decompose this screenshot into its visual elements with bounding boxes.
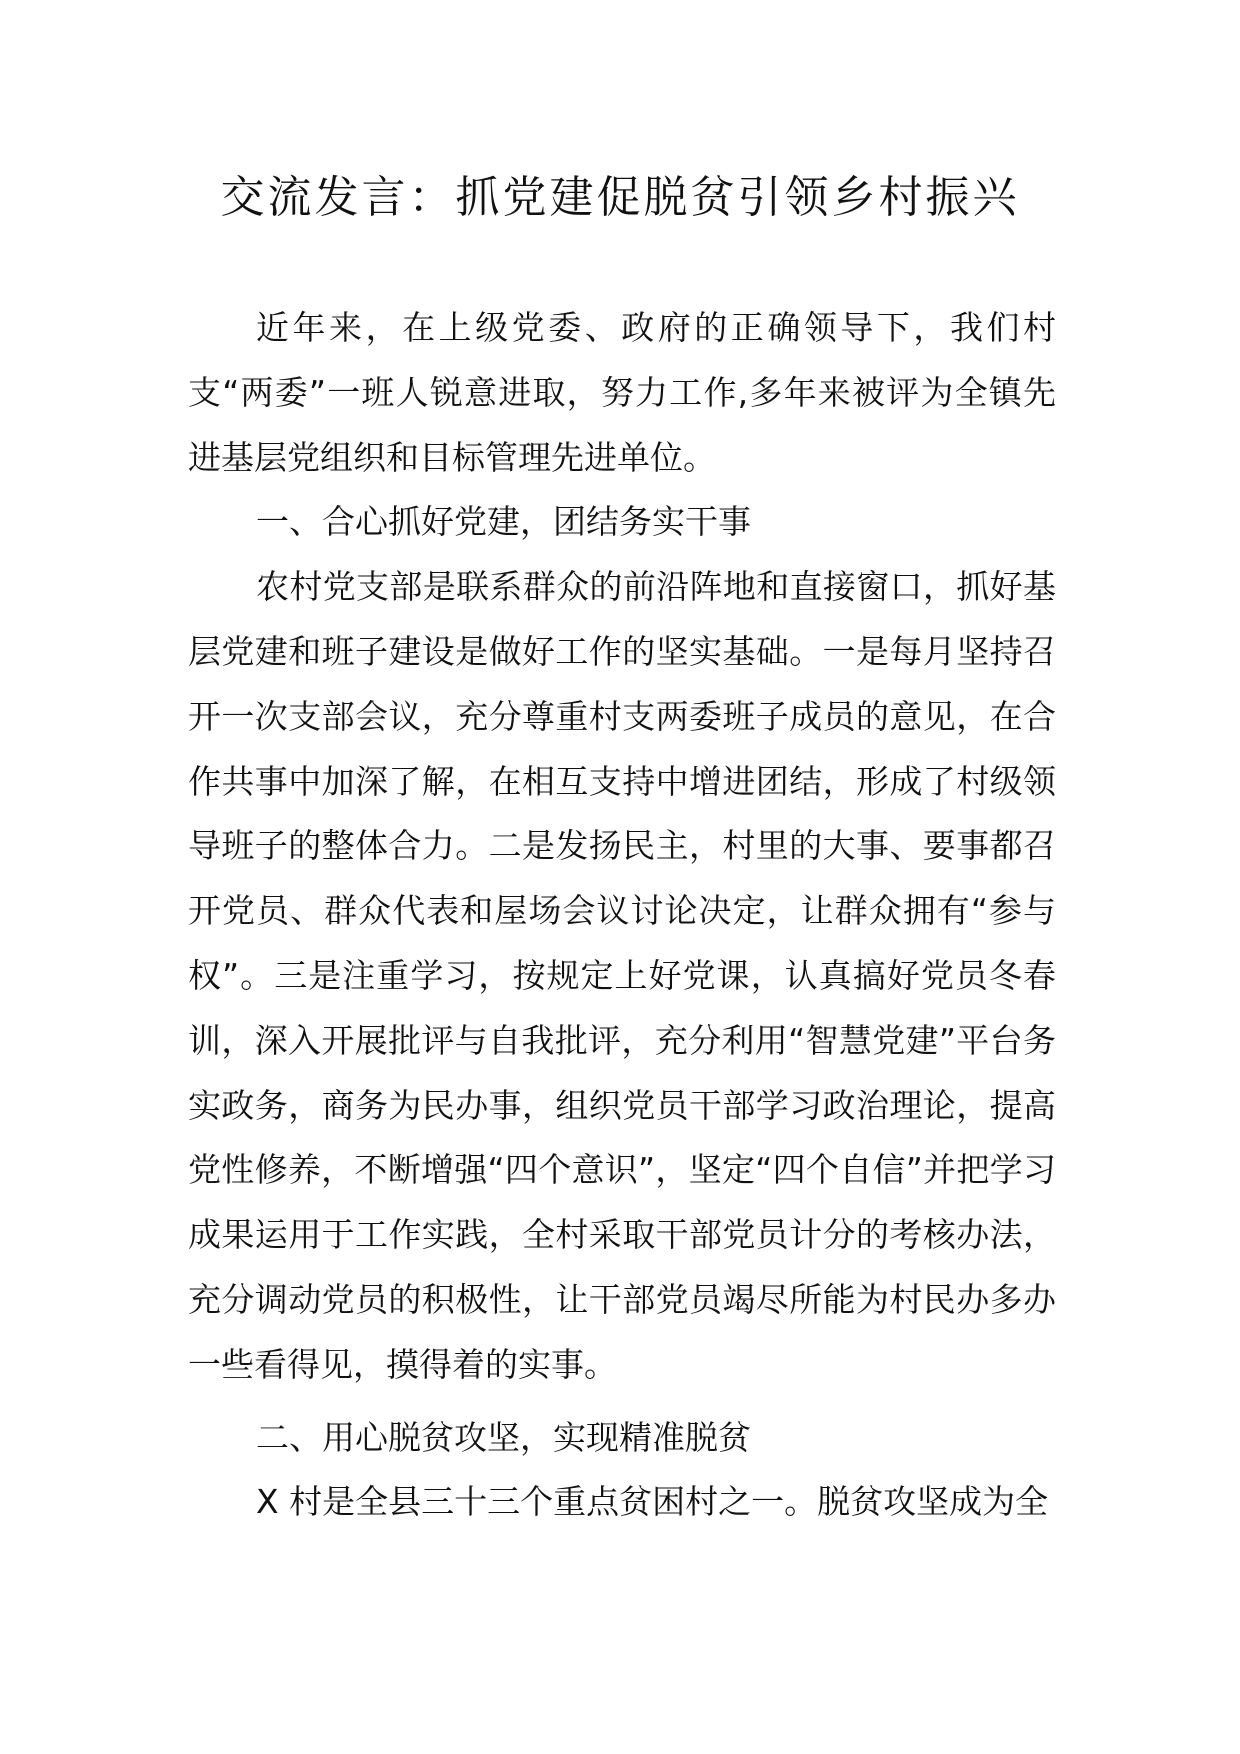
section-heading-1: 一、合心抓好党建，团结务实干事 [256,502,751,542]
intro-paragraph: 近年来，在上级党委、政府的正确领导下，我们村支“两委”一班人锐意进取，努力工作,多年来被评为全镇先进基层党组织和目标管理先进单位。 [188,308,1056,477]
document-body [188,296,1056,1535]
section-heading-2: 二、用心脱贫攻坚，实现精准脱贫 [256,1417,751,1457]
document-title: 交流发言：抓党建促脱贫引领乡村振兴 [220,172,1020,223]
section-1-paragraph: 农村党支部是联系群众的前沿阵地和直接窗口，抓好基层党建和班子建设是做好工作的坚实基础。一是每月坚持召开一次支部会议，充分尊重村支两委班子成员的意见，在合作共事中加深了解，在相互支持中增进团结，形成了村级领导班子的整体合力。二是发扬民主，村里的大事、要事都召开党员、群众代表和屋场会议讨论决定，让群众拥有“参与权”。三是注重学习，按规定上好党课，认真搞好党员冬春训，深入开展批评与自我批评，充分利用“智慧党建”平台务实政务，商务为民办事，组织党员干部学习政治理论，提高党性修养，不断增强“四个意识”，坚定“四个自信”并把学习成果运用于工作实践，全村采取干部党员计分的考核办法，充分调动党员的积极性，让干部党员竭尽所能为村民办多办一些看得见，摸得着的实事。 [188,567,1056,1384]
section-2-paragraph: X 村是全县三十三个重点贫困村之一。脱贫攻坚成为全 [256,1482,1049,1522]
